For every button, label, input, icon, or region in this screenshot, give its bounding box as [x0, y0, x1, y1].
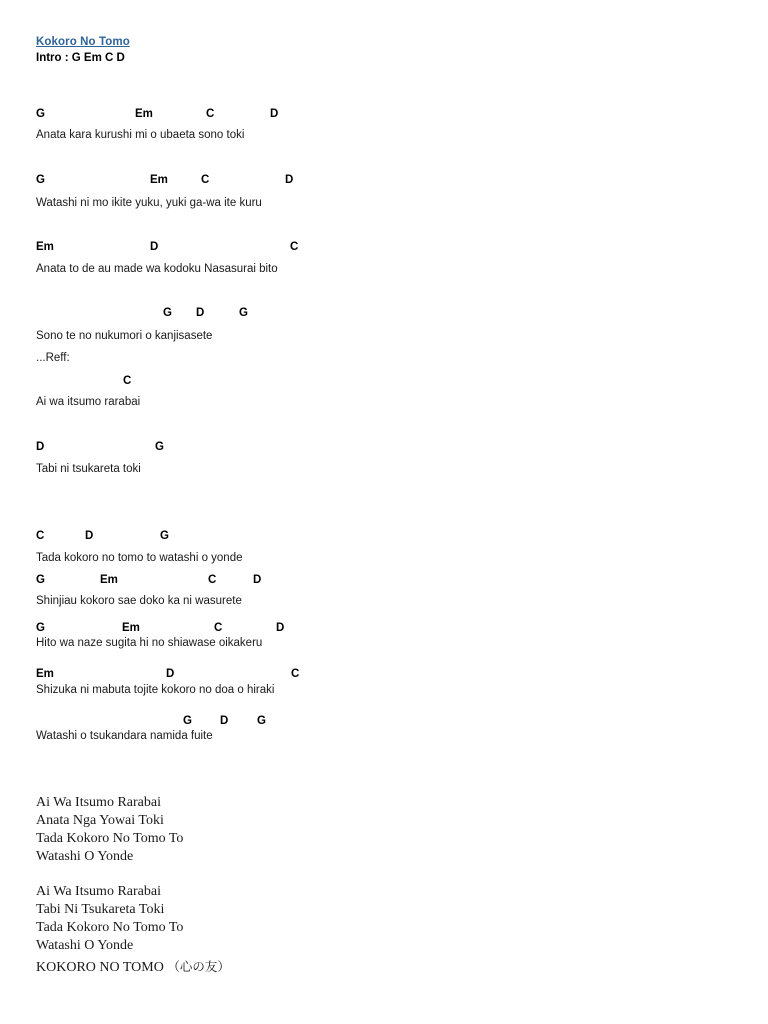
- lyric-line-reff-6: Shizuka ni mabuta tojite kokoro no doa o hiraki: [36, 684, 275, 696]
- footer-title-paren-open: （: [167, 959, 180, 974]
- chord-g: G: [36, 174, 45, 186]
- lyric-line-verse-1: Anata kara kurushi mi o ubaeta sono toki: [36, 129, 245, 141]
- lyric-line-reff-3: Tada kokoro no tomo to watashi o yonde: [36, 552, 243, 564]
- chord-d: D: [36, 441, 45, 453]
- chord-c: C: [206, 108, 215, 120]
- chord-c: C: [291, 668, 300, 680]
- chord-line-verse-1: [0, 107, 768, 121]
- chord-line-reff-6: [0, 667, 768, 681]
- chord-em: Em: [135, 108, 153, 120]
- chord-line-reff-3: [0, 529, 768, 543]
- chord-g: G: [155, 441, 164, 453]
- chord-d: D: [220, 715, 229, 727]
- chord-line-verse-4: [0, 306, 768, 320]
- chord-g: G: [36, 574, 45, 586]
- chord-g: G: [36, 622, 45, 634]
- footer-stanza-1-line: Tada Kokoro No Tomo To: [36, 831, 184, 846]
- footer-title-romaji: KOKORO NO TOMO: [36, 960, 168, 975]
- reff-marker: ...Reff:: [36, 352, 70, 364]
- chord-em: Em: [150, 174, 168, 186]
- chord-d: D: [270, 108, 279, 120]
- chord-c: C: [290, 241, 299, 253]
- lyric-line-verse-3: Anata to de au made wa kodoku Nasasurai bito: [36, 263, 278, 275]
- chord-em: Em: [36, 241, 54, 253]
- chord-g: G: [183, 715, 192, 727]
- lyric-line-reff-7: Watashi o tsukandara namida fuite: [36, 730, 213, 742]
- chord-d: D: [150, 241, 159, 253]
- footer-stanza-2-line: Ai Wa Itsumo Rarabai: [36, 884, 161, 899]
- chord-line-verse-2: [0, 173, 768, 187]
- chord-g: G: [239, 307, 248, 319]
- lyric-line-reff-1: Ai wa itsumo rarabai: [36, 396, 141, 408]
- chord-line-reff-2: [0, 440, 768, 454]
- chord-d: D: [253, 574, 262, 586]
- lyric-line-verse-4: Sono te no nukumori o kanjisasete: [36, 330, 213, 342]
- intro-chord-line: Intro : G Em C D: [36, 52, 125, 64]
- chord-g: G: [163, 307, 172, 319]
- footer-stanza-2-line: Tada Kokoro No Tomo To: [36, 920, 184, 935]
- chord-d: D: [276, 622, 285, 634]
- footer-stanza-1-line: Watashi O Yonde: [36, 849, 134, 864]
- chord-c: C: [36, 530, 45, 542]
- chord-c: C: [201, 174, 210, 186]
- chord-line-reff-4: [0, 573, 768, 587]
- chord-d: D: [196, 307, 205, 319]
- chord-line-verse-3: [0, 240, 768, 254]
- chord-g: G: [160, 530, 169, 542]
- chord-line-reff-1: [0, 374, 768, 388]
- chord-line-reff-7: [0, 714, 768, 728]
- chord-d: D: [166, 668, 175, 680]
- footer-stanza-2-line: Tabi Ni Tsukareta Toki: [36, 902, 165, 917]
- chord-g: G: [257, 715, 266, 727]
- chord-d: D: [285, 174, 294, 186]
- chord-d: D: [85, 530, 94, 542]
- footer-song-title: [36, 959, 230, 976]
- footer-stanza-2-line: Watashi O Yonde: [36, 938, 134, 953]
- footer-title-paren-close: ）: [217, 959, 230, 974]
- chord-g: G: [36, 108, 45, 120]
- footer-stanza-1-line: Ai Wa Itsumo Rarabai: [36, 795, 161, 810]
- chord-em: Em: [36, 668, 54, 680]
- chord-c: C: [123, 375, 132, 387]
- chord-line-reff-5: [0, 621, 768, 635]
- lyric-line-reff-5: Hito wa naze sugita hi no shiawase oikakeru: [36, 637, 263, 649]
- chord-c: C: [208, 574, 217, 586]
- chord-c: C: [214, 622, 223, 634]
- lyric-line-verse-2: Watashi ni mo ikite yuku, yuki ga-wa ite kuru: [36, 197, 262, 209]
- chord-em: Em: [122, 622, 140, 634]
- lyric-line-reff-4: Shinjiau kokoro sae doko ka ni wasurete: [36, 595, 242, 607]
- chord-em: Em: [100, 574, 118, 586]
- footer-stanza-1-line: Anata Nga Yowai Toki: [36, 813, 164, 828]
- footer-title-japanese: 心の友: [179, 959, 218, 974]
- document-title-link[interactable]: Kokoro No Tomo: [36, 36, 130, 48]
- lyric-line-reff-2: Tabi ni tsukareta toki: [36, 463, 141, 475]
